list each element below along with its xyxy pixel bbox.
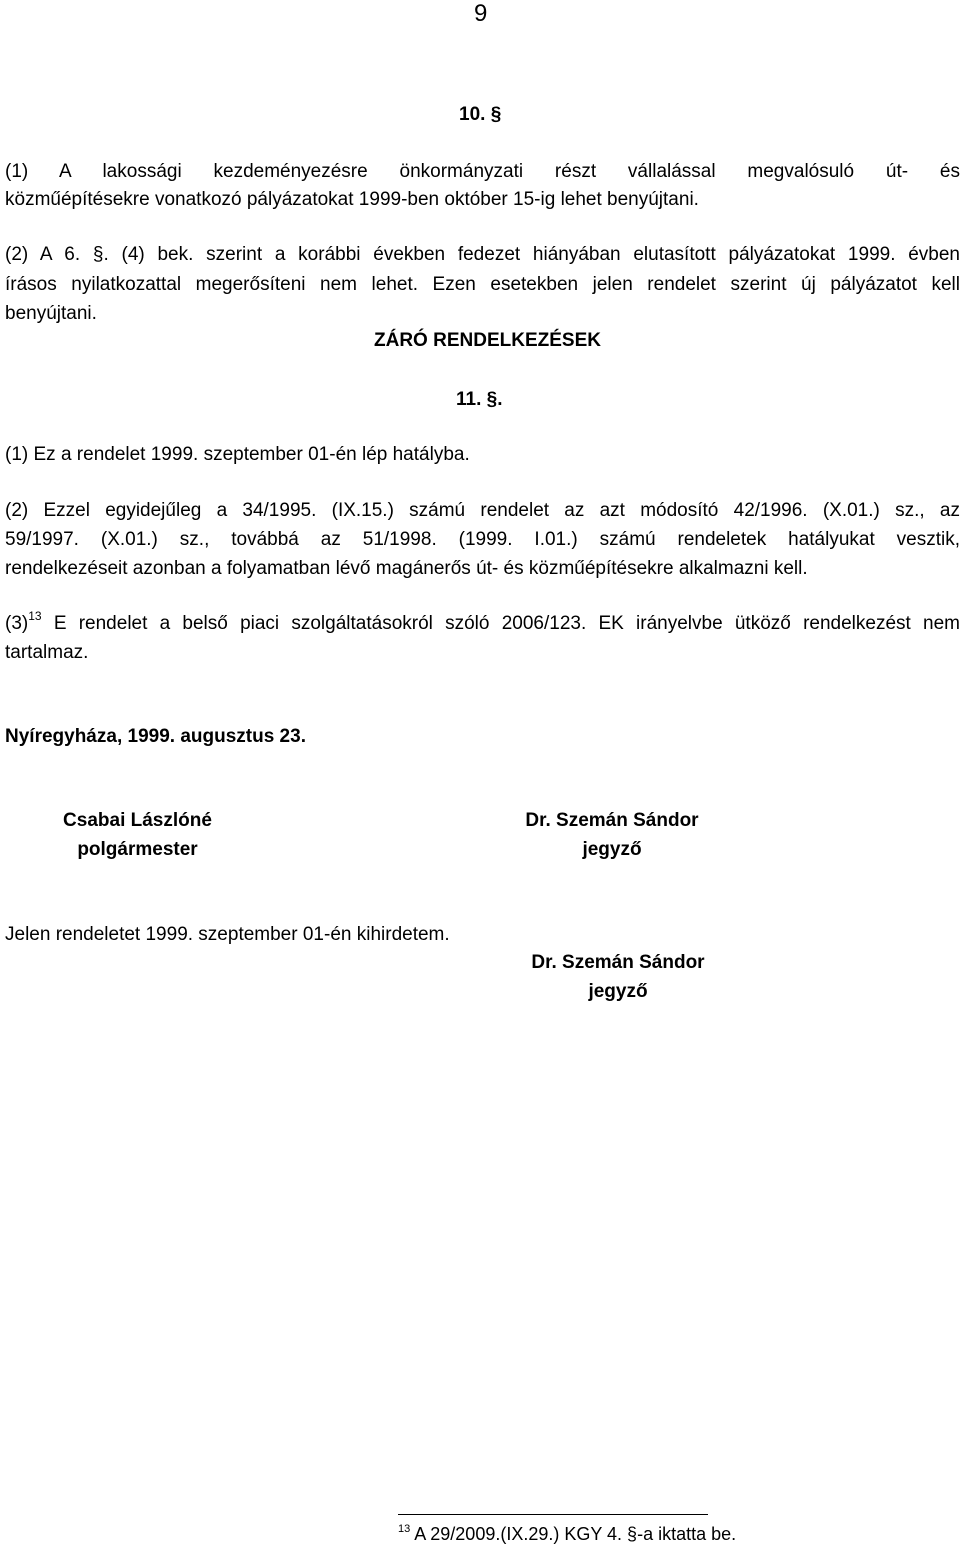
text-line: (2) Ezzel egyidejűleg a 34/1995. (IX.15.) számú rendelet az azt módosító 42/1996. (X.01.) sz., az [5, 500, 960, 521]
page-number: 9 [474, 0, 488, 27]
paragraph-number: (3) [5, 613, 29, 634]
text-line: tartalmaz. [5, 642, 89, 663]
footnote [398, 1522, 736, 1546]
signatory-title: polgármester [77, 839, 198, 860]
footnote-reference[interactable]: 13 [28, 609, 42, 623]
signatory-name: Dr. Szemán Sándor [531, 952, 705, 973]
paragraph-text: E rendelet a belső piaci szolgáltatásokról szóló 2006/123. EK irányelvbe ütköző rendelkezést nem [41, 613, 960, 634]
text-line: (1) A lakossági kezdeményezésre önkormányzati részt vállalással megvalósuló út- és [5, 161, 960, 182]
text-line: (2) A 6. §. (4) bek. szerint a korábbi években fedezet hiányában elutasított pályázatokat 1999. évben [5, 244, 960, 265]
footnote-separator [398, 1514, 708, 1515]
section-10-heading: 10. § [459, 104, 502, 125]
place-and-date: Nyíregyháza, 1999. augusztus 23. [5, 726, 306, 747]
text-line: írásos nyilatkozattal megerősíteni nem lehet. Ezen esetekben jelen rendelet szerint új pályázatot kell [5, 274, 960, 295]
signatory-name: Dr. Szemán Sándor [525, 810, 699, 831]
text-line: rendelkezéseit azonban a folyamatban lévő magánerős út- és közműépítésekre alkalmazni kell. [5, 558, 808, 579]
promulgation-text: Jelen rendeletet 1999. szeptember 01-én kihirdetem. [5, 924, 450, 945]
closing-provisions-title: ZÁRÓ RENDELKEZÉSEK [374, 330, 601, 351]
footnote-text: A 29/2009.(IX.29.) KGY 4. §-a iktatta be. [410, 1524, 737, 1544]
section-11-heading: 11. §. [456, 389, 503, 410]
text-line: 59/1997. (X.01.) sz., továbbá az 51/1998. (1999. I.01.) számú rendeletek hatályukat vesztik, [5, 529, 960, 550]
signatory-title: jegyző [582, 839, 642, 860]
text-line: benyújtani. [5, 303, 97, 324]
text-line [5, 609, 960, 638]
promulgation-signature [518, 948, 718, 1006]
signatory-title: jegyző [588, 981, 648, 1002]
signature-mayor [45, 806, 230, 864]
text-line: közműépítésekre vonatkozó pályázatokat 1999-ben október 15-ig lehet benyújtani. [5, 189, 699, 210]
signature-notary [512, 806, 712, 864]
signatory-name: Csabai Lászlóné [63, 810, 212, 831]
section-11-paragraph-1: (1) Ez a rendelet 1999. szeptember 01-én lép hatályba. [5, 444, 470, 465]
footnote-number: 13 [398, 1523, 411, 1535]
